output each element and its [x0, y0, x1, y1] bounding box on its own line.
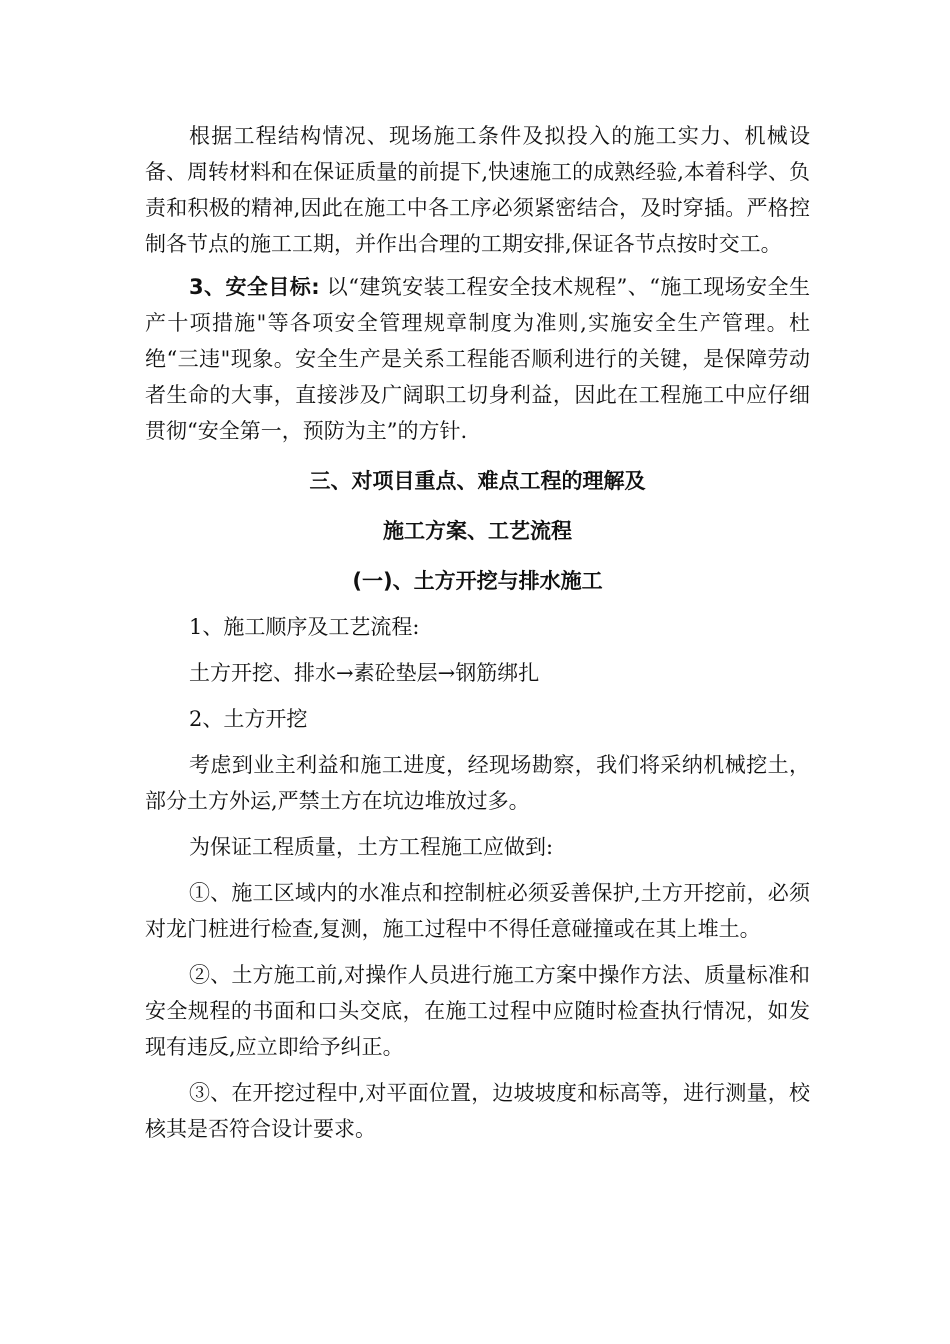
subsection-heading: (一)、土方开挖与排水施工 — [352, 569, 603, 593]
document-page — [145, 118, 810, 1147]
clause-1: ①、施工区域内的水准点和控制桩必须妥善保护,土方开挖前，必须对龙门桩进行检查,复测，施工过程中不得任意碰撞或在其上堆土。 — [145, 881, 810, 941]
paragraph-excavation-plan: 考虑到业主利益和施工进度，经现场勘察，我们将采纳机械挖土，部分土方外运,严禁土方在坑边堆放过多。 — [145, 753, 810, 813]
paragraph-schedule: 根据工程结构情况、现场施工条件及拟投入的施工实力、机械设备、周转材料和在保证质量的前提下,快速施工的成熟经验,本着科学、负责和积极的精神,因此在施工中各工序必须紧密结合，及时穿插。严格控制各节点的施工工期，并作出合理的工期安排,保证各节点按时交工。 — [145, 124, 810, 256]
paragraph-quality-intro: 为保证工程质量，土方工程施工应做到: — [189, 835, 554, 859]
clause-3: ③、在开挖过程中,对平面位置，边坡坡度和标高等，进行测量，校核其是否符合设计要求。 — [145, 1081, 810, 1141]
section-heading-line1: 三、对项目重点、难点工程的理解及 — [309, 469, 646, 493]
process-flow: 土方开挖、排水→素砼垫层→钢筋绑扎 — [189, 661, 540, 685]
safety-goal-body: 以“建筑安装工程安全技术规程”、“施工现场安全生产十项措施"等各项安全管理规章制度为准则,实施安全生产管理。杜绝“三违"现象。安全生产是关系工程能否顺利进行的关键，是保障劳动者生命的大事，直接涉及广阔职工切身利益，因此在工程施工中应仔细贯彻“安全第一，预防为主”的方针. — [145, 275, 810, 443]
paragraph-safety-goal — [145, 269, 810, 449]
safety-goal-lead: 3、安全目标: — [189, 275, 320, 299]
item-construction-sequence: 1、施工顺序及工艺流程: — [189, 615, 420, 639]
item-earth-excavation: 2、土方开挖 — [189, 707, 308, 731]
section-heading-line2: 施工方案、工艺流程 — [383, 519, 572, 543]
clause-2: ②、土方施工前,对操作人员进行施工方案中操作方法、质量标准和安全规程的书面和口头交底，在施工过程中应随时检查执行情况，如发现有违反,应立即给予纠正。 — [145, 963, 810, 1059]
